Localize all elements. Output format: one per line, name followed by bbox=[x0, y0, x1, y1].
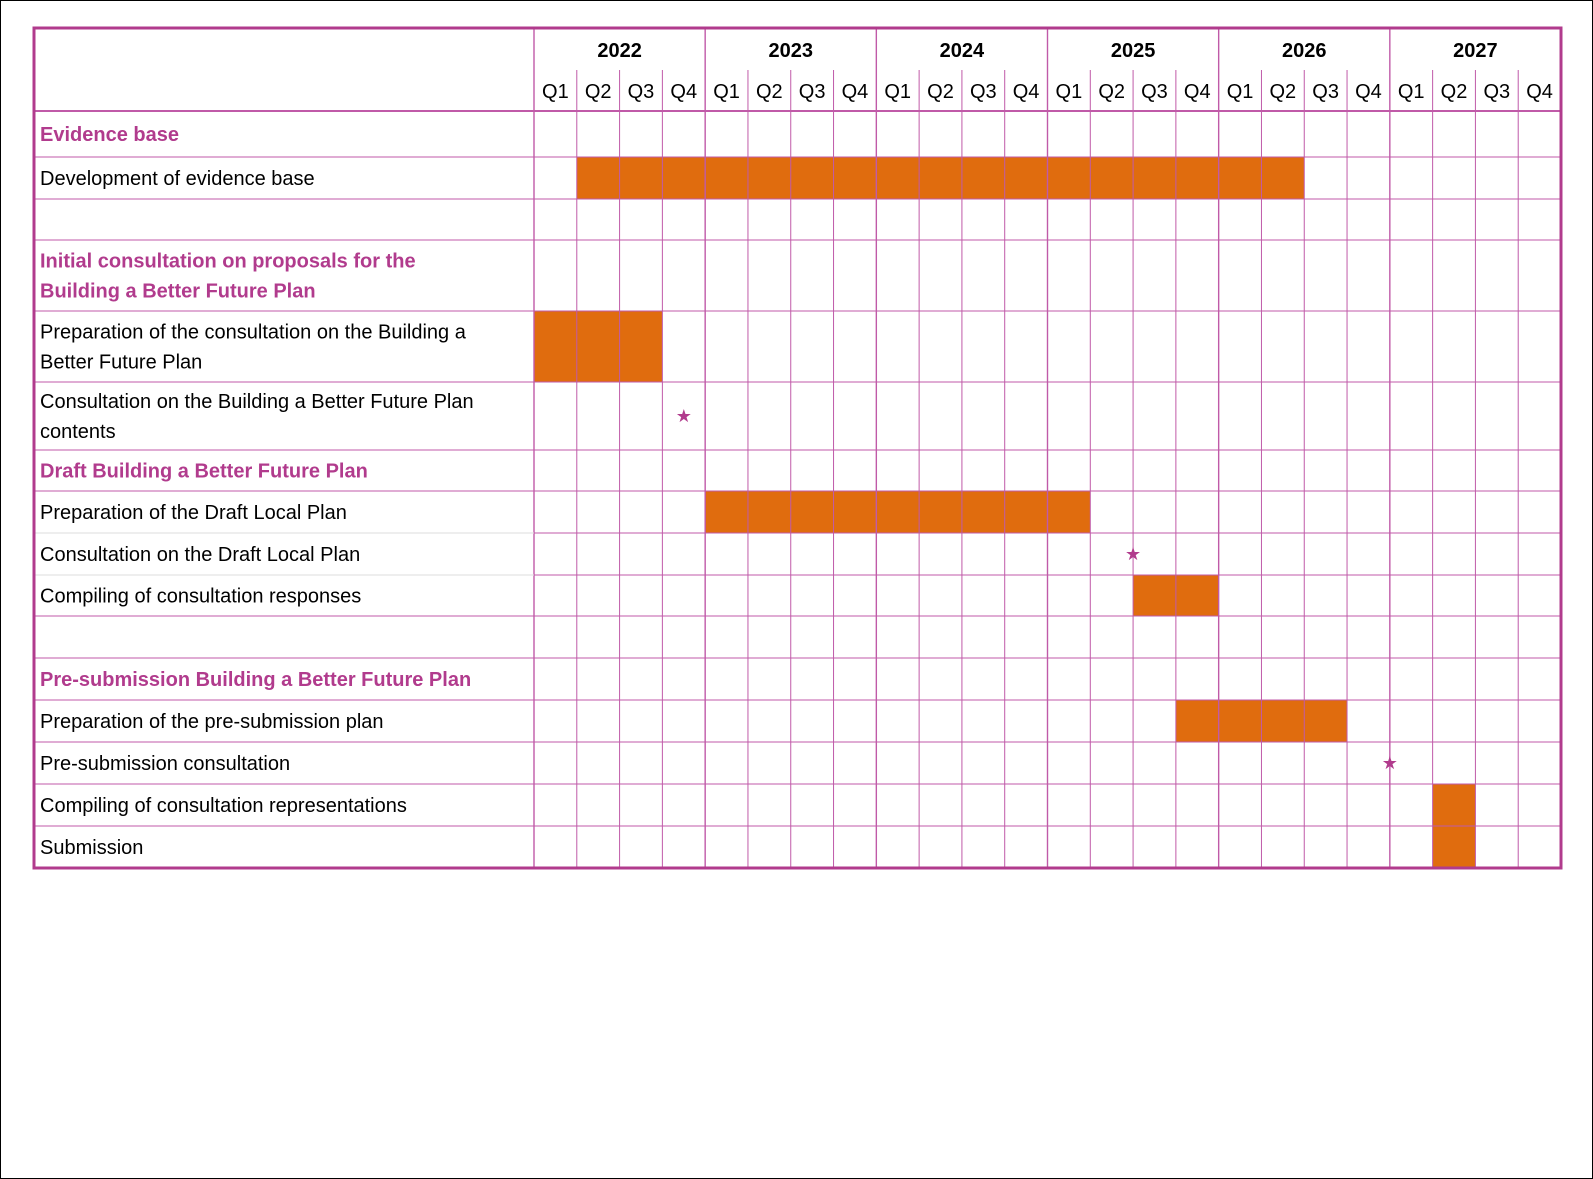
section-label: Initial consultation on proposals for the bbox=[40, 250, 416, 273]
milestone-star-icon: ★ bbox=[1125, 544, 1142, 564]
task-bar bbox=[1433, 826, 1476, 868]
quarter-label: Q1 bbox=[884, 81, 912, 103]
quarter-label: Q2 bbox=[1098, 81, 1126, 103]
task-label: contents bbox=[40, 421, 116, 443]
task-label: Compiling of consultation responses bbox=[40, 585, 362, 608]
task-bar bbox=[577, 157, 1304, 199]
year-label: 2023 bbox=[768, 40, 813, 62]
task-label: Compiling of consultation representations bbox=[40, 795, 407, 817]
section-label: Building a Better Future Plan bbox=[40, 280, 316, 303]
quarter-label: Q2 bbox=[584, 81, 612, 103]
task-label: Consultation on the Draft Local Plan bbox=[40, 544, 361, 566]
task-label: Consultation on the Building a Better Future Plan bbox=[40, 391, 474, 413]
task-label: Pre-submission consultation bbox=[40, 753, 291, 775]
task-label: Submission bbox=[40, 837, 144, 859]
quarter-label: Q3 bbox=[1483, 81, 1511, 103]
quarter-label: Q2 bbox=[1269, 81, 1297, 103]
quarter-label: Q3 bbox=[1141, 81, 1168, 103]
quarter-label: Q3 bbox=[798, 81, 826, 103]
quarter-label: Q2 bbox=[927, 81, 954, 103]
task-label: Development of evidence base bbox=[40, 168, 315, 190]
quarter-label: Q4 bbox=[670, 81, 698, 103]
milestone-star-icon: ★ bbox=[675, 406, 692, 426]
task-bar bbox=[1433, 784, 1476, 826]
quarter-label: Q3 bbox=[969, 81, 997, 103]
task-label: Preparation of the consultation on the Building a bbox=[40, 321, 466, 344]
quarter-label: Q2 bbox=[756, 81, 783, 103]
year-label: 2027 bbox=[1453, 40, 1498, 62]
quarter-label: Q4 bbox=[1526, 81, 1553, 103]
quarter-label: Q1 bbox=[1055, 81, 1083, 103]
task-label: Preparation of the Draft Local Plan bbox=[40, 502, 347, 524]
quarter-label: Q4 bbox=[841, 81, 869, 103]
quarter-label: Q1 bbox=[1397, 81, 1425, 103]
quarter-label: Q4 bbox=[1183, 81, 1211, 103]
quarter-label: Q2 bbox=[1440, 81, 1468, 103]
quarter-label: Q3 bbox=[1312, 81, 1339, 103]
quarter-label: Q1 bbox=[542, 81, 569, 103]
task-bar bbox=[705, 491, 1090, 533]
grid-lines bbox=[34, 28, 1561, 868]
quarter-label: Q4 bbox=[1355, 81, 1382, 103]
section-label: Draft Building a Better Future Plan bbox=[40, 460, 368, 483]
year-label: 2026 bbox=[1282, 40, 1327, 62]
task-label: Better Future Plan bbox=[40, 351, 203, 374]
task-bar bbox=[534, 311, 662, 382]
quarter-label: Q4 bbox=[1012, 81, 1040, 103]
task-label: Preparation of the pre-submission plan bbox=[40, 711, 384, 733]
year-label: 2022 bbox=[597, 40, 642, 62]
year-label: 2025 bbox=[1110, 40, 1156, 62]
milestone-star-icon: ★ bbox=[1381, 753, 1398, 773]
quarter-label: Q3 bbox=[627, 81, 655, 103]
year-label: 2024 bbox=[939, 40, 985, 62]
section-label: Evidence base bbox=[40, 124, 179, 146]
quarter-label: Q1 bbox=[713, 81, 740, 103]
quarter-label: Q1 bbox=[1226, 81, 1254, 103]
section-label: Pre-submission Building a Better Future Plan bbox=[40, 669, 472, 691]
